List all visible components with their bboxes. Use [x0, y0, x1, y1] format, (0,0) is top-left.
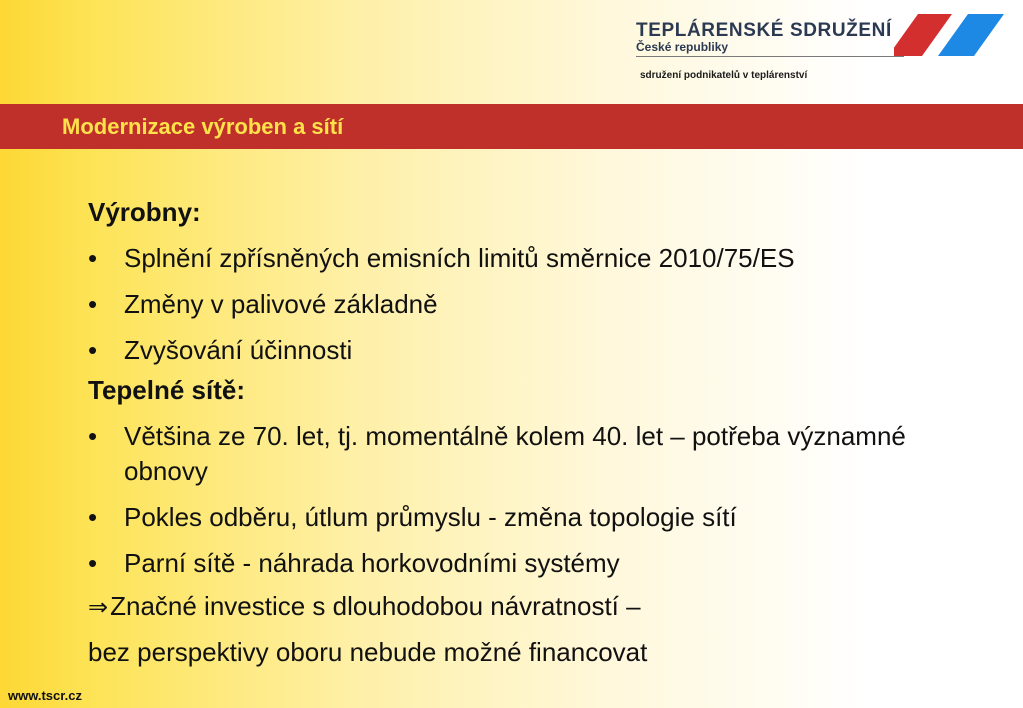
list-item: [88, 241, 988, 276]
list-item-text: Parní sítě - náhrada horkovodními systémy: [124, 548, 620, 578]
footer-url[interactable]: www.tscr.cz: [8, 688, 82, 703]
list-item-text: Většina ze 70. let, tj. momentálně kolem 40. let – potřeba významné obnovy: [124, 421, 906, 486]
bullet-icon: •: [88, 502, 98, 532]
list-item: [88, 333, 988, 368]
conclusion-line-2: bez perspektivy oboru nebude možné financovat: [88, 637, 648, 667]
logo-stripes-icon: [894, 12, 1010, 58]
logo: [636, 12, 1016, 92]
bullet-icon: •: [88, 421, 98, 451]
logo-title: TEPLÁRENSKÉ SDRUŽENÍ: [636, 20, 892, 41]
conclusion-line: [88, 589, 988, 625]
implies-arrow-icon: ⇒: [88, 593, 109, 621]
bullet-icon: •: [88, 335, 98, 365]
logo-blue-stripe: [938, 14, 1004, 56]
list-item-text: Zvyšování účinnosti: [124, 335, 353, 365]
bullet-icon: •: [88, 289, 98, 319]
slide-title: Modernizace výroben a sítí: [62, 114, 344, 139]
logo-subtitle: České republiky: [636, 40, 729, 54]
logo-tagline: sdružení podnikatelů v teplárenství: [640, 70, 808, 81]
list-item-text: Pokles odběru, útlum průmyslu - změna topologie sítí: [124, 502, 737, 532]
bullet-icon: •: [88, 548, 98, 578]
list-item: [88, 287, 988, 322]
bullet-list-vyrobny: [88, 241, 988, 368]
section-heading-tepelne-site: Tepelné sítě:: [88, 375, 246, 405]
title-bar: [0, 104, 1023, 149]
bullet-icon: •: [88, 243, 98, 273]
slide-content: [88, 194, 988, 670]
list-item: [88, 546, 988, 581]
list-item: [88, 419, 988, 489]
list-item-text: Změny v palivové základně: [124, 289, 438, 319]
list-item: [88, 500, 988, 535]
bullet-list-tepelne-site: [88, 419, 988, 581]
list-item-text: Splnění zpřísněných emisních limitů směrnice 2010/75/ES: [124, 243, 795, 273]
conclusion-text: Značné investice s dlouhodobou návratností –: [110, 591, 641, 621]
logo-divider: [636, 56, 904, 57]
section-heading-vyrobny: Výrobny:: [88, 197, 201, 227]
